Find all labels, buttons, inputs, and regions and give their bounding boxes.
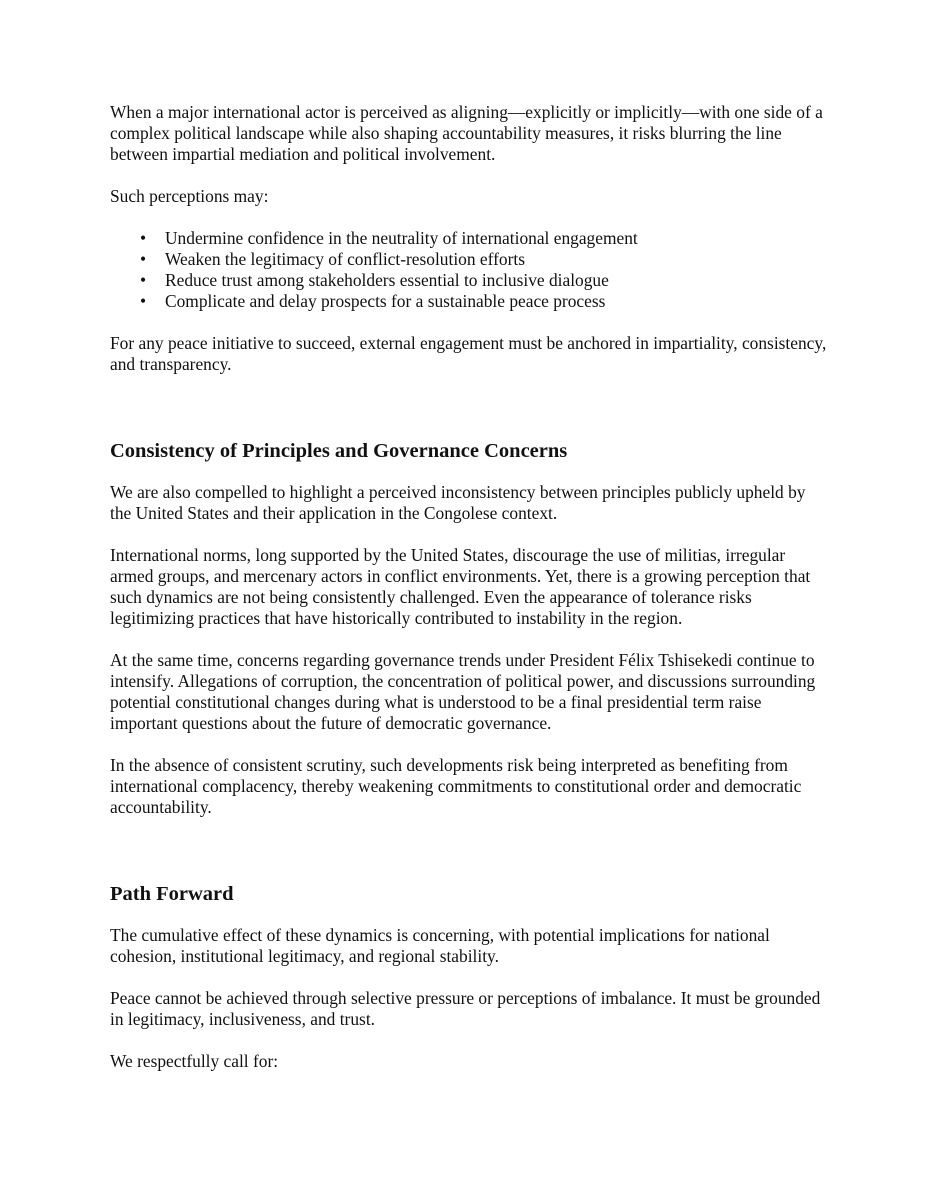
bullet-glyph: • [140,270,147,290]
consistency-paragraph-2: International norms, long supported by the United States, discourage the use of militias, irregular armed groups, and mercenary actors in conflict environments. Yet, there is a growing perception that such dynamics are not being consistently challenged. Even the appearance of tolerance risks legitimizing practices that have historically contributed to instability in the region. [110,545,811,628]
bullet-text: Reduce trust among stakeholders essential to inclusive dialogue [165,270,609,290]
bullet-item [110,270,830,291]
bullet-glyph: • [140,291,147,311]
section-spacer [110,396,830,439]
section-spacer [110,839,830,882]
section-heading-path-forward: Path Forward [110,883,234,905]
bullet-glyph: • [140,228,147,248]
section-heading-consistency: Consistency of Principles and Governance Concerns [110,440,568,462]
bullet-text: Undermine confidence in the neutrality of international engagement [165,228,638,248]
intro-paragraph-3: For any peace initiative to succeed, external engagement must be anchored in impartiality, consistency, and transparency. [110,333,827,374]
path-forward-paragraph-3: We respectfully call for: [110,1051,279,1071]
consistency-paragraph-4: In the absence of consistent scrutiny, such developments risk being interpreted as benefiting from international complacency, thereby weakening commitments to constitutional order and democratic accountability. [110,755,802,817]
document-page [110,102,830,1093]
path-forward-paragraph-2: Peace cannot be achieved through selective pressure or perceptions of imbalance. It must be grounded in legitimacy, inclusiveness, and trust. [110,988,821,1029]
path-forward-paragraph-1: The cumulative effect of these dynamics is concerning, with potential implications for national cohesion, institutional legitimacy, and regional stability. [110,925,770,966]
consistency-paragraph-3: At the same time, concerns regarding governance trends under President Félix Tshisekedi continue to intensify. Allegations of corruption, the concentration of political power, and discussions surrounding potential constitutional changes during what is understood to be a final presidential term raise important questions about the future of democratic governance. [110,650,816,733]
bullet-item [110,291,830,312]
bullet-glyph: • [140,249,147,269]
bullet-text: Weaken the legitimacy of conflict-resolution efforts [165,249,525,269]
perceptions-bullet-list [110,228,830,312]
bullet-item [110,228,830,249]
bullet-text: Complicate and delay prospects for a sustainable peace process [165,291,606,311]
consistency-paragraph-1: We are also compelled to highlight a perceived inconsistency between principles publicly upheld by the United States and their application in the Congolese context. [110,482,806,523]
bullet-item [110,249,830,270]
intro-paragraph-2: Such perceptions may: [110,186,269,206]
intro-paragraph-1: When a major international actor is perceived as aligning—explicitly or implicitly—with one side of a complex political landscape while also shaping accountability measures, it risks blurring the line between impartial mediation and political involvement. [110,102,823,164]
